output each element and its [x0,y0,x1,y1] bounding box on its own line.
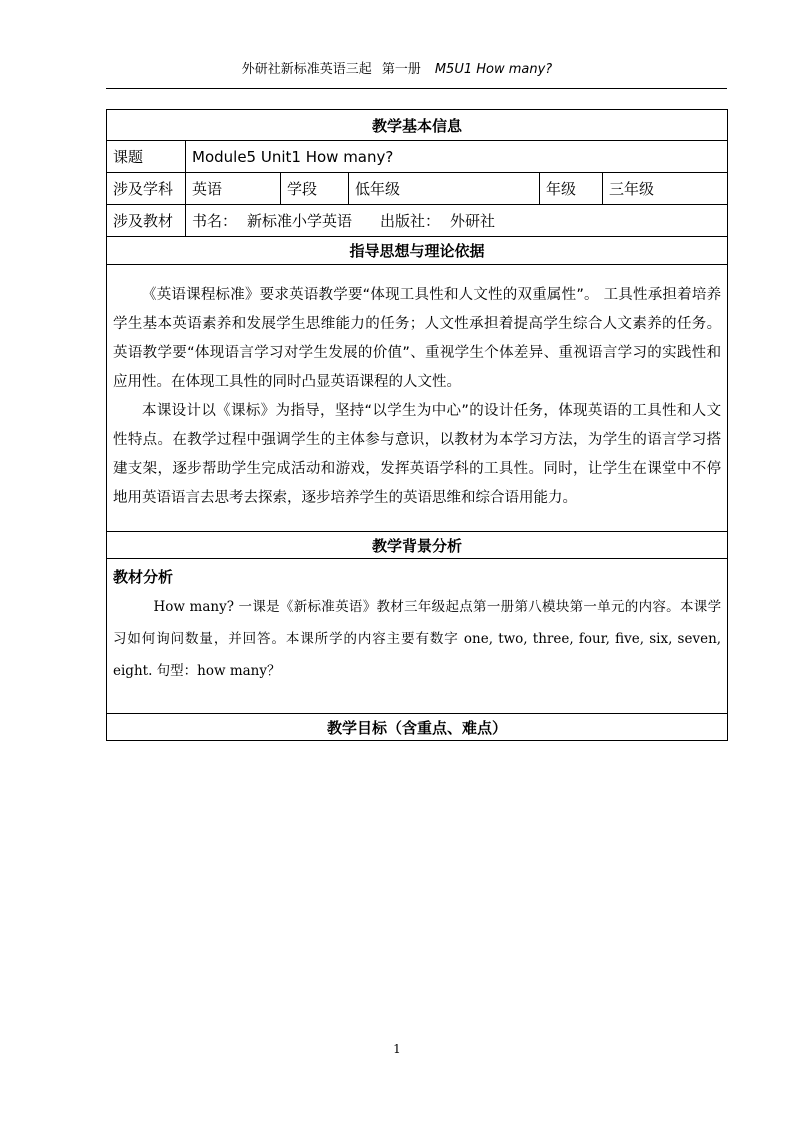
topic-row [107,141,728,173]
material-analysis-text: How many? 一课是《新标准英语》教材三年级起点第一册第八模块第一单元的内容。本课学习如何询问数量，并回答。本课所学的内容主要有数字 one, two, three, four, five, six, seven, eight. 句型：how many？ [113,599,722,679]
book-label: 书名： [192,212,238,230]
material-label: 涉及教材 [107,205,186,237]
guidance-content [107,265,728,532]
grade-label: 年级 [540,173,603,205]
page-number: 1 [393,1042,401,1056]
section-title-guidance: 指导思想与理论依据 [107,237,728,265]
lesson-plan-table [106,109,728,741]
subject-row [107,173,728,205]
page-header [0,58,794,77]
guidance-row [107,265,728,532]
publisher-label: 出版社： [380,212,441,230]
background-row [107,559,728,714]
grade-value: 三年级 [603,173,728,205]
section-title-objectives: 教学目标（含重点、难点） [107,714,728,741]
material-analysis-title: 教材分析 [113,568,174,586]
stage-label: 学段 [281,173,349,205]
section-title-basic-info: 教学基本信息 [107,110,728,141]
section-header-basic-info [107,110,728,141]
subject-value: 英语 [186,173,281,205]
subject-label: 涉及学科 [107,173,186,205]
material-row [107,205,728,237]
book-value: 新标准小学英语 [247,212,353,230]
header-divider [106,88,727,89]
guidance-paragraph-1: 《英语课程标准》要求英语教学要“体现工具性和人文性的双重属性”。 工具性承担着培养学生基本英语素养和发展学生思维能力的任务；人文性承担着提高学生综合人文素养的任务。英语教学要“体现语言学习对学生发展的价值”、重视学生个体差异、重视语言学习的实践性和应用性。在体现工具性的同时凸显英语课程的人文性。 [113,287,722,390]
topic-value: Module5 Unit1 How many? [186,141,728,173]
header-series: 外研社新标准英语三起 [241,62,372,77]
header-code: M5U1 How many? [434,62,553,77]
header-volume: 第一册 [381,62,421,77]
section-header-background [107,532,728,559]
section-header-objectives [107,714,728,741]
background-content [107,559,728,714]
topic-label: 课题 [107,141,186,173]
section-header-guidance [107,237,728,265]
section-title-background: 教学背景分析 [107,532,728,559]
stage-value: 低年级 [349,173,540,205]
material-value [186,205,728,237]
publisher-value: 外研社 [450,212,496,230]
guidance-paragraph-2: 本课设计以《课标》为指导，坚持“以学生为中心”的设计任务，体现英语的工具性和人文性特点。在教学过程中强调学生的主体参与意识，以教材为本学习方法，为学生的语言学习搭建支架，逐步帮助学生完成活动和游戏，发挥英语学科的工具性。同时，让学生在课堂中不停地用英语语言去思考去探索，逐步培养学生的英语思维和综合语用能力。 [113,403,722,506]
